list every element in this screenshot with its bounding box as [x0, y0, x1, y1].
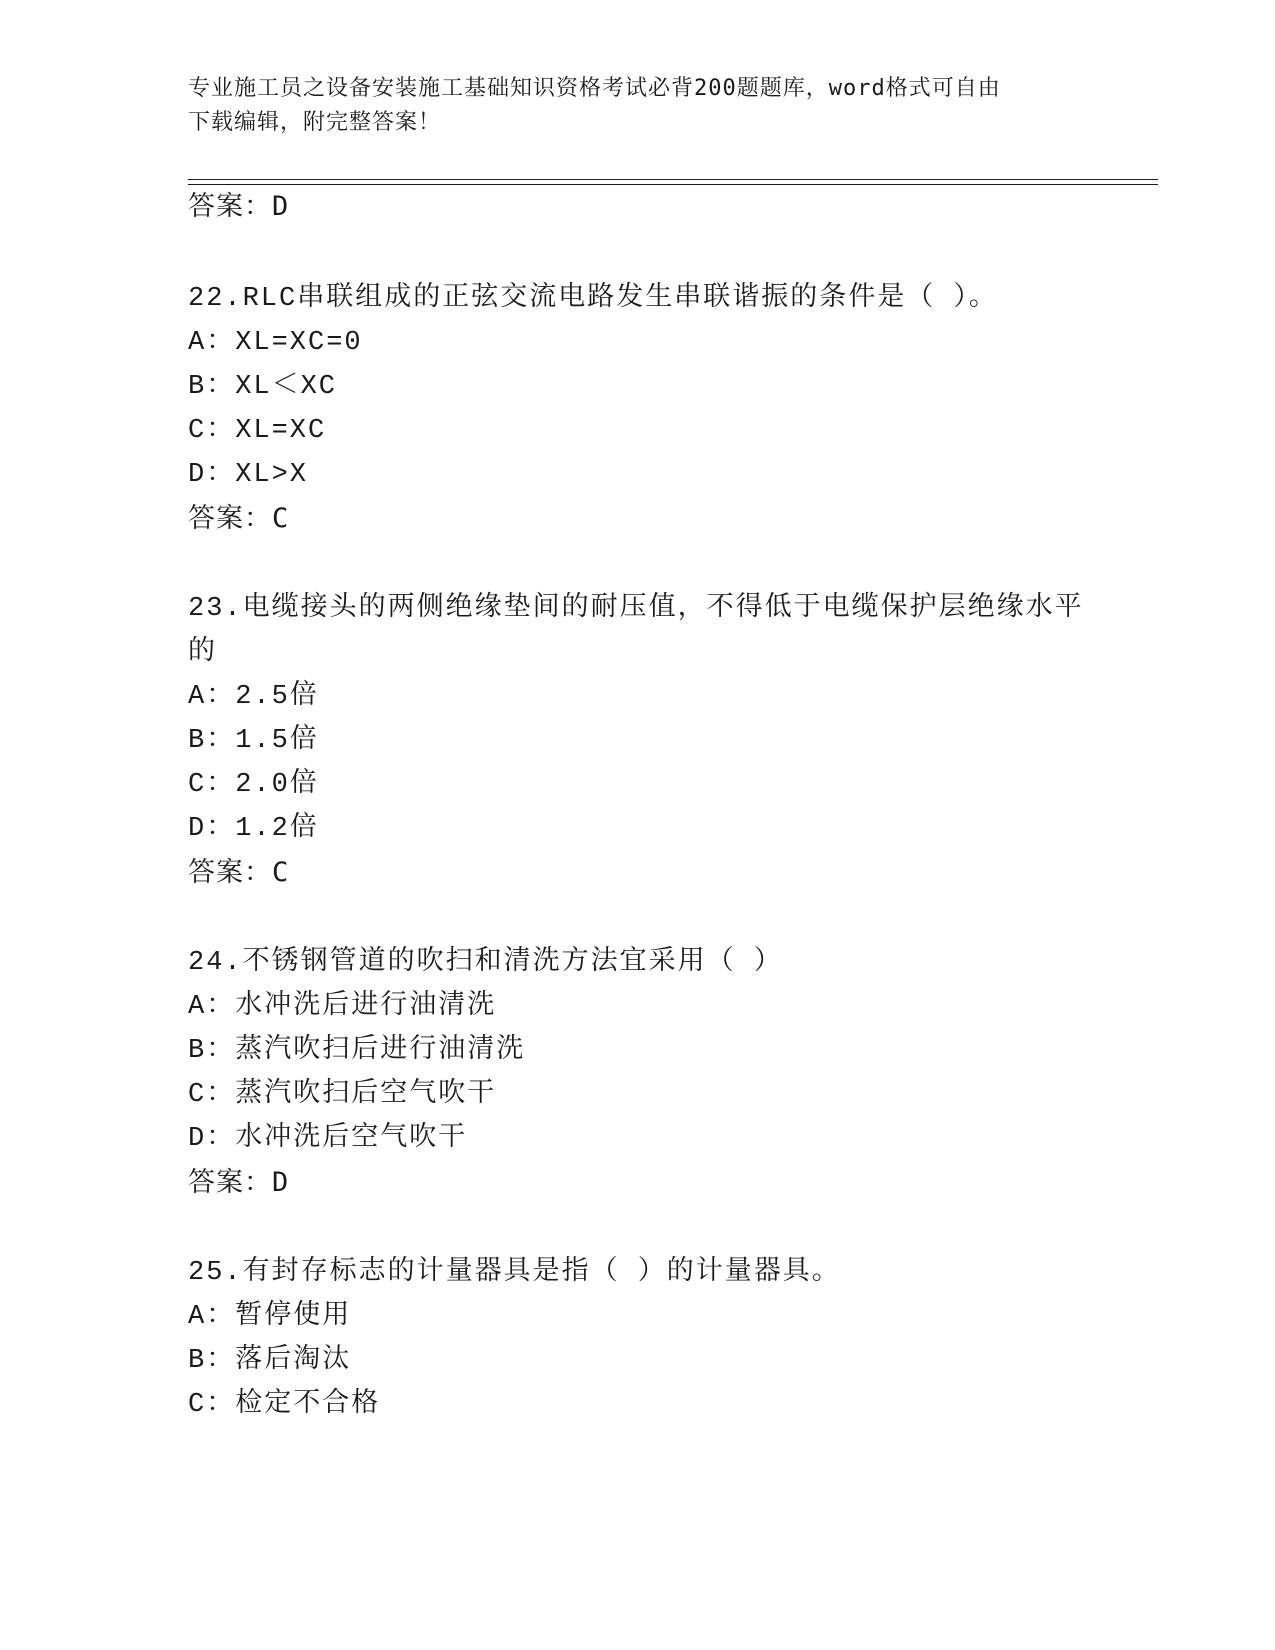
question-25-stem: 25.有封存标志的计量器具是指（ ）的计量器具。: [188, 1258, 841, 1288]
question-23-stem-line-1: 23.电缆接头的两侧绝缘垫间的耐压值，不得低于电缆保护层绝缘水平: [188, 594, 1084, 624]
header-divider-top: [188, 179, 1158, 180]
question-23-option-a: A：2.5倍: [188, 682, 319, 712]
question-24-option-b: B：蒸汽吹扫后进行油清洗: [188, 1036, 526, 1066]
question-24-option-d: D：水冲洗后空气吹干: [188, 1124, 468, 1154]
question-22-option-a: A：XL=XC=0: [188, 328, 363, 358]
question-23-option-d: D：1.2倍: [188, 814, 319, 844]
question-25-option-a: A：暂停使用: [188, 1302, 352, 1332]
question-22-answer: 答案：C: [188, 503, 290, 534]
document-header: [188, 72, 1088, 140]
question-24-option-c: C：蒸汽吹扫后空气吹干: [188, 1080, 497, 1110]
header-divider-bottom: [188, 184, 1158, 185]
question-24-stem: 24.不锈钢管道的吹扫和清洗方法宜采用（ ）: [188, 948, 783, 978]
question-22-stem: 22.RLC串联组成的正弦交流电路发生串联谐振的条件是（ ）。: [188, 284, 998, 314]
previous-answer: 答案：D: [188, 191, 290, 222]
question-22-option-d: D：XL>X: [188, 460, 309, 490]
question-25-option-c: C：检定不合格: [188, 1390, 381, 1420]
question-23-option-b: B：1.5倍: [188, 726, 319, 756]
question-23-stem-line-2: 的: [188, 638, 217, 668]
question-25-option-b: B：落后淘汰: [188, 1346, 352, 1376]
question-23-option-c: C：2.0倍: [188, 770, 319, 800]
question-24-answer: 答案：D: [188, 1167, 290, 1198]
question-24-option-a: A：水冲洗后进行油清洗: [188, 992, 497, 1022]
question-22-option-b: B：XL＜XC: [188, 372, 338, 402]
header-line-1: 专业施工员之设备安装施工基础知识资格考试必背200题题库，word格式可自由: [188, 76, 1001, 101]
header-line-2: 下载编辑，附完整答案！: [188, 110, 442, 135]
question-22-option-c: C：XL=XC: [188, 416, 327, 446]
question-23-answer: 答案：C: [188, 857, 290, 888]
